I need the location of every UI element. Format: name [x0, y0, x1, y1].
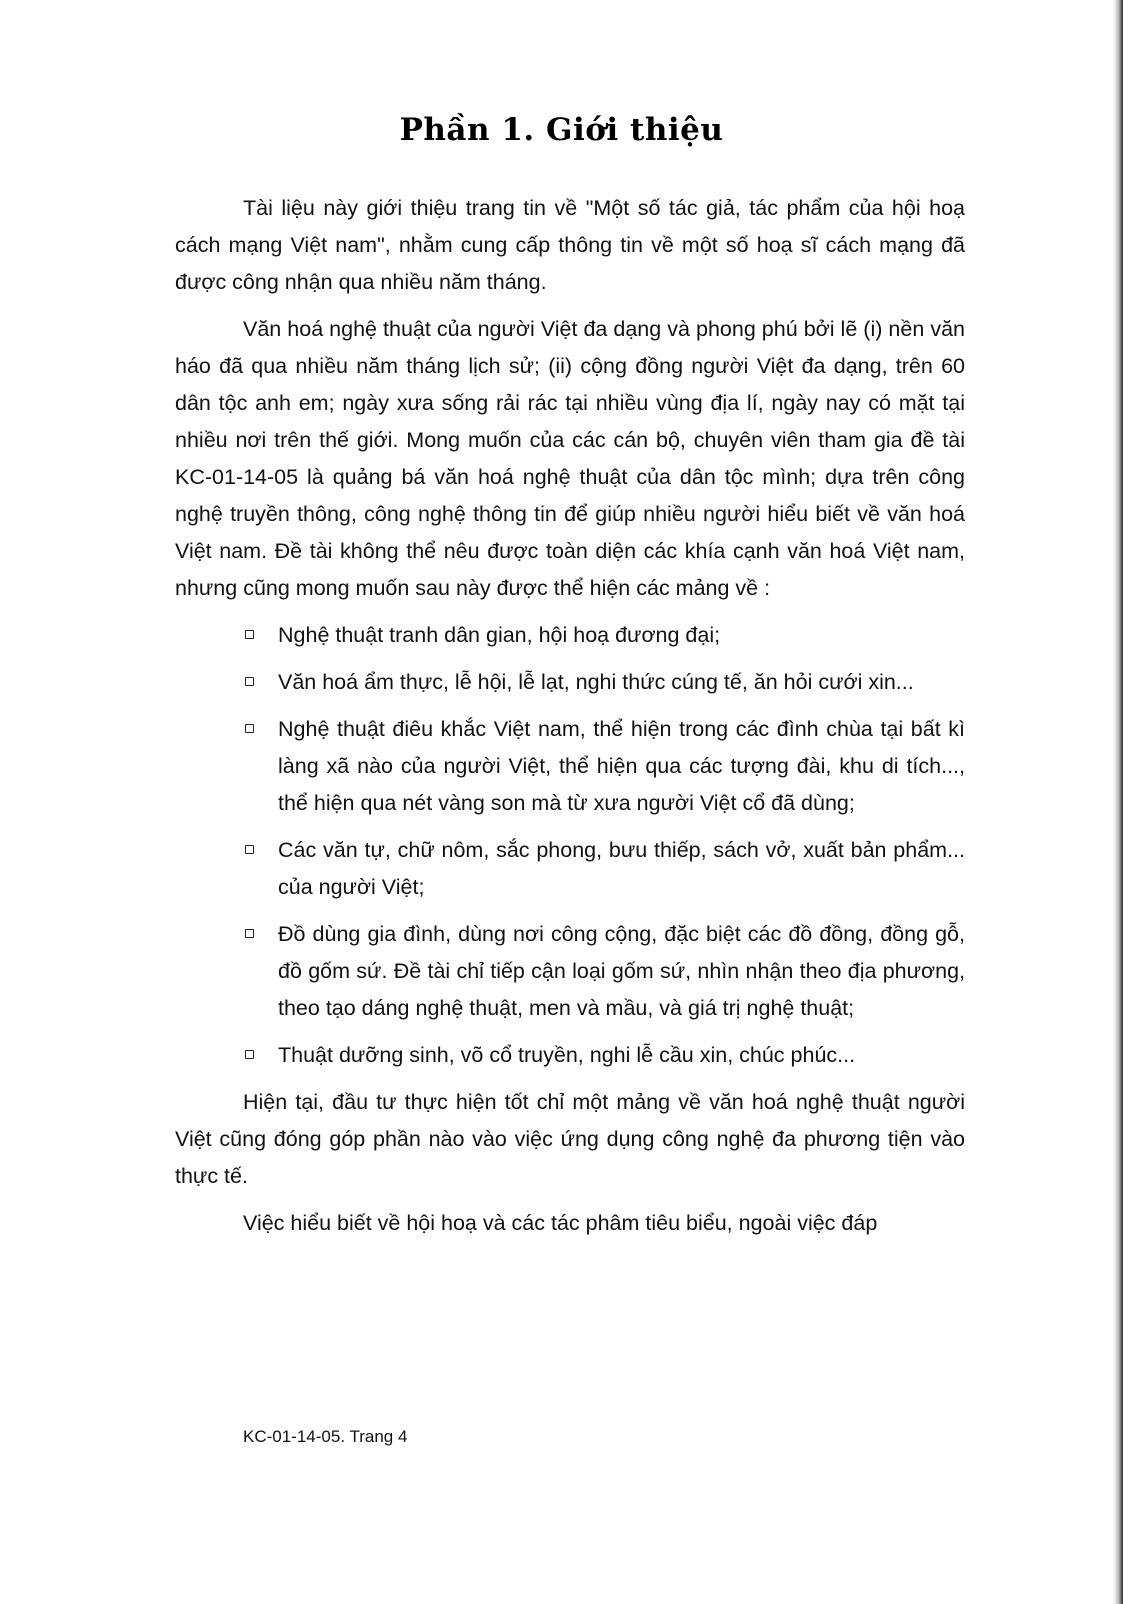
list-item	[175, 1037, 965, 1074]
list-item-text: Nghệ thuật điêu khắc Việt nam, thể hiện trong các đình chùa tại bất kì làng xã nào của người Việt, thể hiện qua các tượng đài, khu di tích..., thể hiện qua nét vàng son mà từ xưa người Việt cổ đã dùng;	[278, 717, 965, 815]
list-item-text: Các văn tự, chữ nôm, sắc phong, bưu thiếp, sách vở, xuất bản phẩm... của người Việt;	[278, 838, 965, 899]
list-item	[175, 664, 965, 701]
list-item-text: Văn hoá ẩm thực, lễ hội, lễ lạt, nghi thức cúng tế, ăn hỏi cưới xin...	[278, 670, 914, 694]
page-footer: KC-01-14-05. Trang 4	[243, 1427, 408, 1446]
section-heading: Phần 1. Giới thiệu	[399, 112, 724, 148]
body-text	[175, 190, 965, 1252]
square-bullet-icon	[245, 630, 254, 639]
square-bullet-icon	[245, 845, 254, 854]
paragraph-intro: Tài liệu này giới thiệu trang tin về "Một số tác giả, tác phẩm của hội hoạ cách mạng Việt nam", nhằm cung cấp thông tin về một số hoạ sĩ cách mạng đã được công nhận qua nhiều năm tháng.	[175, 196, 965, 294]
list-item-text: Thuật dưỡng sinh, võ cổ truyền, nghi lễ cầu xin, chúc phúc...	[278, 1043, 856, 1067]
list-item	[175, 617, 965, 654]
paragraph-investment: Hiện tại, đầu tư thực hiện tốt chỉ một mảng về văn hoá nghệ thuật người Việt cũng đóng góp phần nào vào việc ứng dụng công nghệ đa phương tiện vào thực tế.	[175, 1090, 965, 1188]
list-item-text: Nghệ thuật tranh dân gian, hội hoạ đương đại;	[278, 623, 721, 647]
square-bullet-icon	[245, 724, 254, 733]
square-bullet-icon	[245, 929, 254, 938]
paragraph-culture: Văn hoá nghệ thuật của người Việt đa dạng và phong phú bởi lẽ (i) nền văn háo đã qua nhiều năm tháng lịch sử; (ii) cộng đồng người Việt đa dạng, trên 60 dân tộc anh em; ngày xưa sống rải rác tại nhiều vùng địa lí, ngày nay có mặt tại nhiều nơi trên thế giới. Mong muốn của các cán bộ, chuyên viên tham gia đề tài KC-01-14-05 là quảng bá văn hoá nghệ thuật của dân tộc mình; dựa trên công nghệ truyền thông, công nghệ thông tin để giúp nhiều người hiểu biết về văn hoá Việt nam. Đề tài không thể nêu được toàn diện các khía cạnh văn hoá Việt nam, nhưng cũng mong muốn sau này được thể hiện các mảng về :	[175, 317, 965, 600]
list-item-text: Đồ dùng gia đình, dùng nơi công cộng, đặc biệt các đồ đồng, đồng gỗ, đồ gốm sứ. Đề tài chỉ tiếp cận loại gốm sứ, nhìn nhận theo địa phương, theo tạo dáng nghệ thuật, men và mầu, và giá trị nghệ thuật;	[278, 922, 965, 1020]
list-item	[175, 832, 965, 906]
list-item	[175, 711, 965, 822]
bullet-list	[175, 617, 965, 1074]
scan-edge-shadow	[1113, 0, 1123, 1604]
list-item	[175, 916, 965, 1027]
square-bullet-icon	[245, 1050, 254, 1059]
paragraph-understanding: Việc hiểu biết về hội hoạ và các tác phâm tiêu biểu, ngoài việc đáp	[243, 1211, 878, 1235]
square-bullet-icon	[245, 677, 254, 686]
